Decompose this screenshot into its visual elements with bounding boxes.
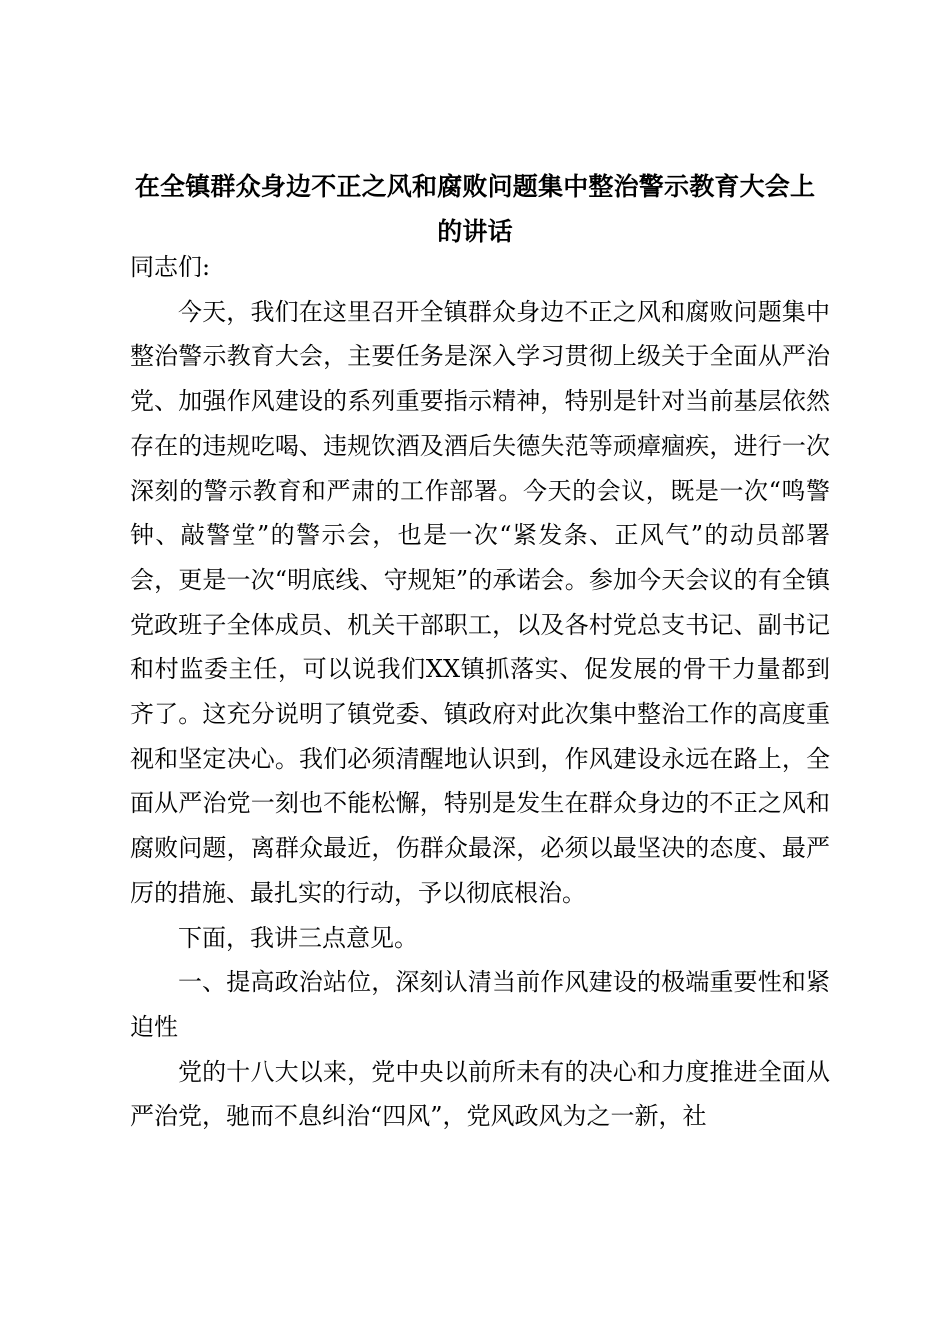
title-line-1: 在全镇群众身边不正之风和腐败问题集中整治警示教育大会上 xyxy=(134,172,816,201)
paragraph-section-1: 党的十八大以来，党中央以前所未有的决心和力度推进全面从严治党，驰而不息纠治“四风”，党风政风为之一新，社 xyxy=(130,1057,830,1131)
document-title xyxy=(100,164,850,254)
document-body xyxy=(130,245,830,1139)
paragraph-opening: 今天，我们在这里召开全镇群众身边不正之风和腐败问题集中整治警示教育大会，主要任务是深入学习贯彻上级关于全面从严治党、加强作风建设的系列重要指示精神，特别是针对当前基层依然存在的违规吃喝、违规饮酒及酒后失德失范等顽瘴痼疾，进行一次深刻的警示教育和严肃的工作部署。今天的会议，既是一次“鸣警钟、敲警堂”的警示会，也是一次“紧发条、正风气”的动员部署会，更是一次“明底线、守规矩”的承诺会。参加今天会议的有全镇党政班子全体成员、机关干部职工，以及各村党总支书记、副书记和村监委主任，可以说我们XX镇抓落实、促发展的骨干力量都到齐了。这充分说明了镇党委、镇政府对此次集中整治工作的高度重视和坚定决心。我们必须清醒地认识到，作风建设永远在路上，全面从严治党一刻也不能松懈，特别是发生在群众身边的不正之风和腐败问题，离群众最近，伤群众最深，必须以最坚决的态度、最严厉的措施、最扎实的行动，予以彻底根治。 xyxy=(130,297,830,907)
section-heading-1: 一、提高政治站位，深刻认清当前作风建设的极端重要性和紧迫性 xyxy=(130,968,830,1041)
paragraph-transition: 下面，我讲三点意见。 xyxy=(178,923,418,952)
title-line-2: 的讲话 xyxy=(437,217,513,246)
salutation: 同志们: xyxy=(130,253,211,281)
